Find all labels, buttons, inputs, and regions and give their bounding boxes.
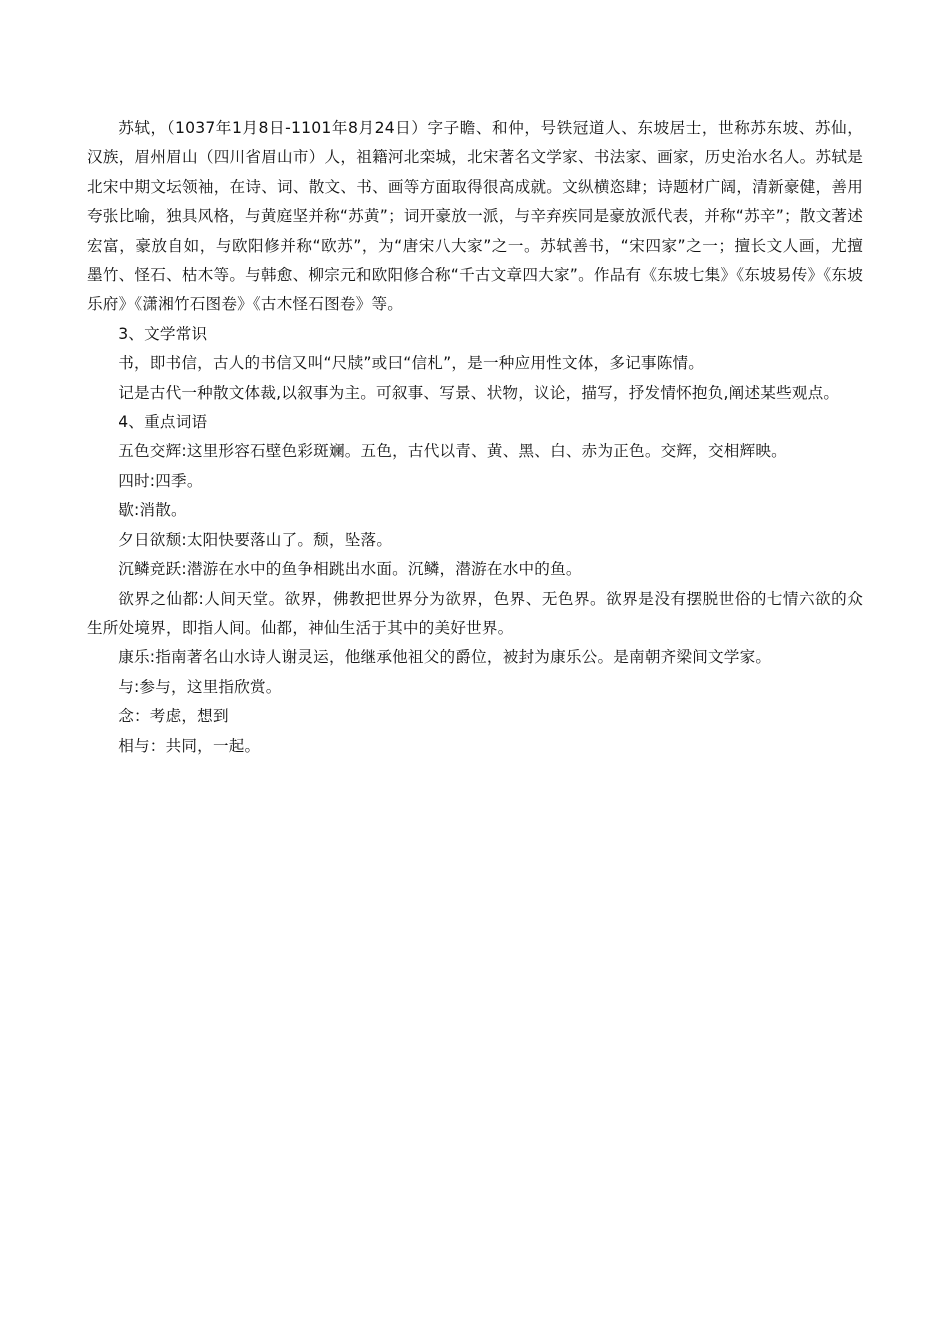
paragraph-ji: 记是古代一种散文体裁,以叙事为主。可叙事、写景、状物，议论，描写，抒发情怀抱负,阐述某些观点。 <box>118 383 840 402</box>
definition-item: 夕日欲颓:太阳快要落山了。颓，坠落。 <box>118 530 393 549</box>
definition-item: 欲界之仙都:人间天堂。欲界，佛教把世界分为欲界，色界、无色界。欲界是没有摆脱世俗的七情六欲的众生所处境界，即指人间。仙都，神仙生活于其中的美好世界。 <box>87 589 863 637</box>
heading-key-words: 4、重点词语 <box>118 413 208 432</box>
definition-item: 康乐:指南著名山水诗人谢灵运，他继承他祖父的爵位，被封为康乐公。是南朝齐梁间文学家。 <box>118 648 772 667</box>
definition-item: 沉鳞竞跃:潜游在水中的鱼争相跳出水面。沉鳞，潜游在水中的鱼。 <box>118 560 582 579</box>
document-page <box>87 114 863 761</box>
definition-item: 相与：共同，一起。 <box>118 736 261 755</box>
definition-item: 四时:四季。 <box>118 471 203 490</box>
paragraph-su-shi-bio: 苏轼，（1037年1月8日-1101年8月24日）字子瞻、和仲，号铁冠道人、东坡居士，世称苏东坡、苏仙，汉族，眉州眉山（四川省眉山市）人，祖籍河北栾城，北宋著名文学家、书法家、画家，历史治水名人。苏轼是北宋中期文坛领袖，在诗、词、散文、书、画等方面取得很高成就。文纵横恣肆；诗题材广阔，清新豪健，善用夸张比喻，独具风格，与黄庭坚并称“苏黄”；词开豪放一派，与辛弃疾同是豪放派代表，并称“苏辛”；散文著述宏富，豪放自如，与欧阳修并称“欧苏”，为“唐宋八大家”之一。苏轼善书，“宋四家”之一；擅长文人画，尤擅墨竹、怪石、枯木等。与韩愈、柳宗元和欧阳修合称“千古文章四大家”。作品有《东坡七集》《东坡易传》《东坡乐府》《潇湘竹石图卷》《古木怪石图卷》等。 <box>87 119 863 314</box>
definition-item: 五色交辉:这里形容石壁色彩斑斓。五色，古代以青、黄、黑、白、赤为正色。交辉，交相辉映。 <box>118 442 787 461</box>
definition-item: 念：考虑，想到 <box>118 707 229 726</box>
definition-item: 歇:消散。 <box>118 501 187 520</box>
heading-literary-knowledge: 3、文学常识 <box>118 324 208 343</box>
paragraph-shu: 书，即书信，古人的书信又叫“尺牍”或曰“信札”，是一种应用性文体，多记事陈情。 <box>118 354 705 373</box>
definition-item: 与:参与，这里指欣赏。 <box>118 677 282 696</box>
